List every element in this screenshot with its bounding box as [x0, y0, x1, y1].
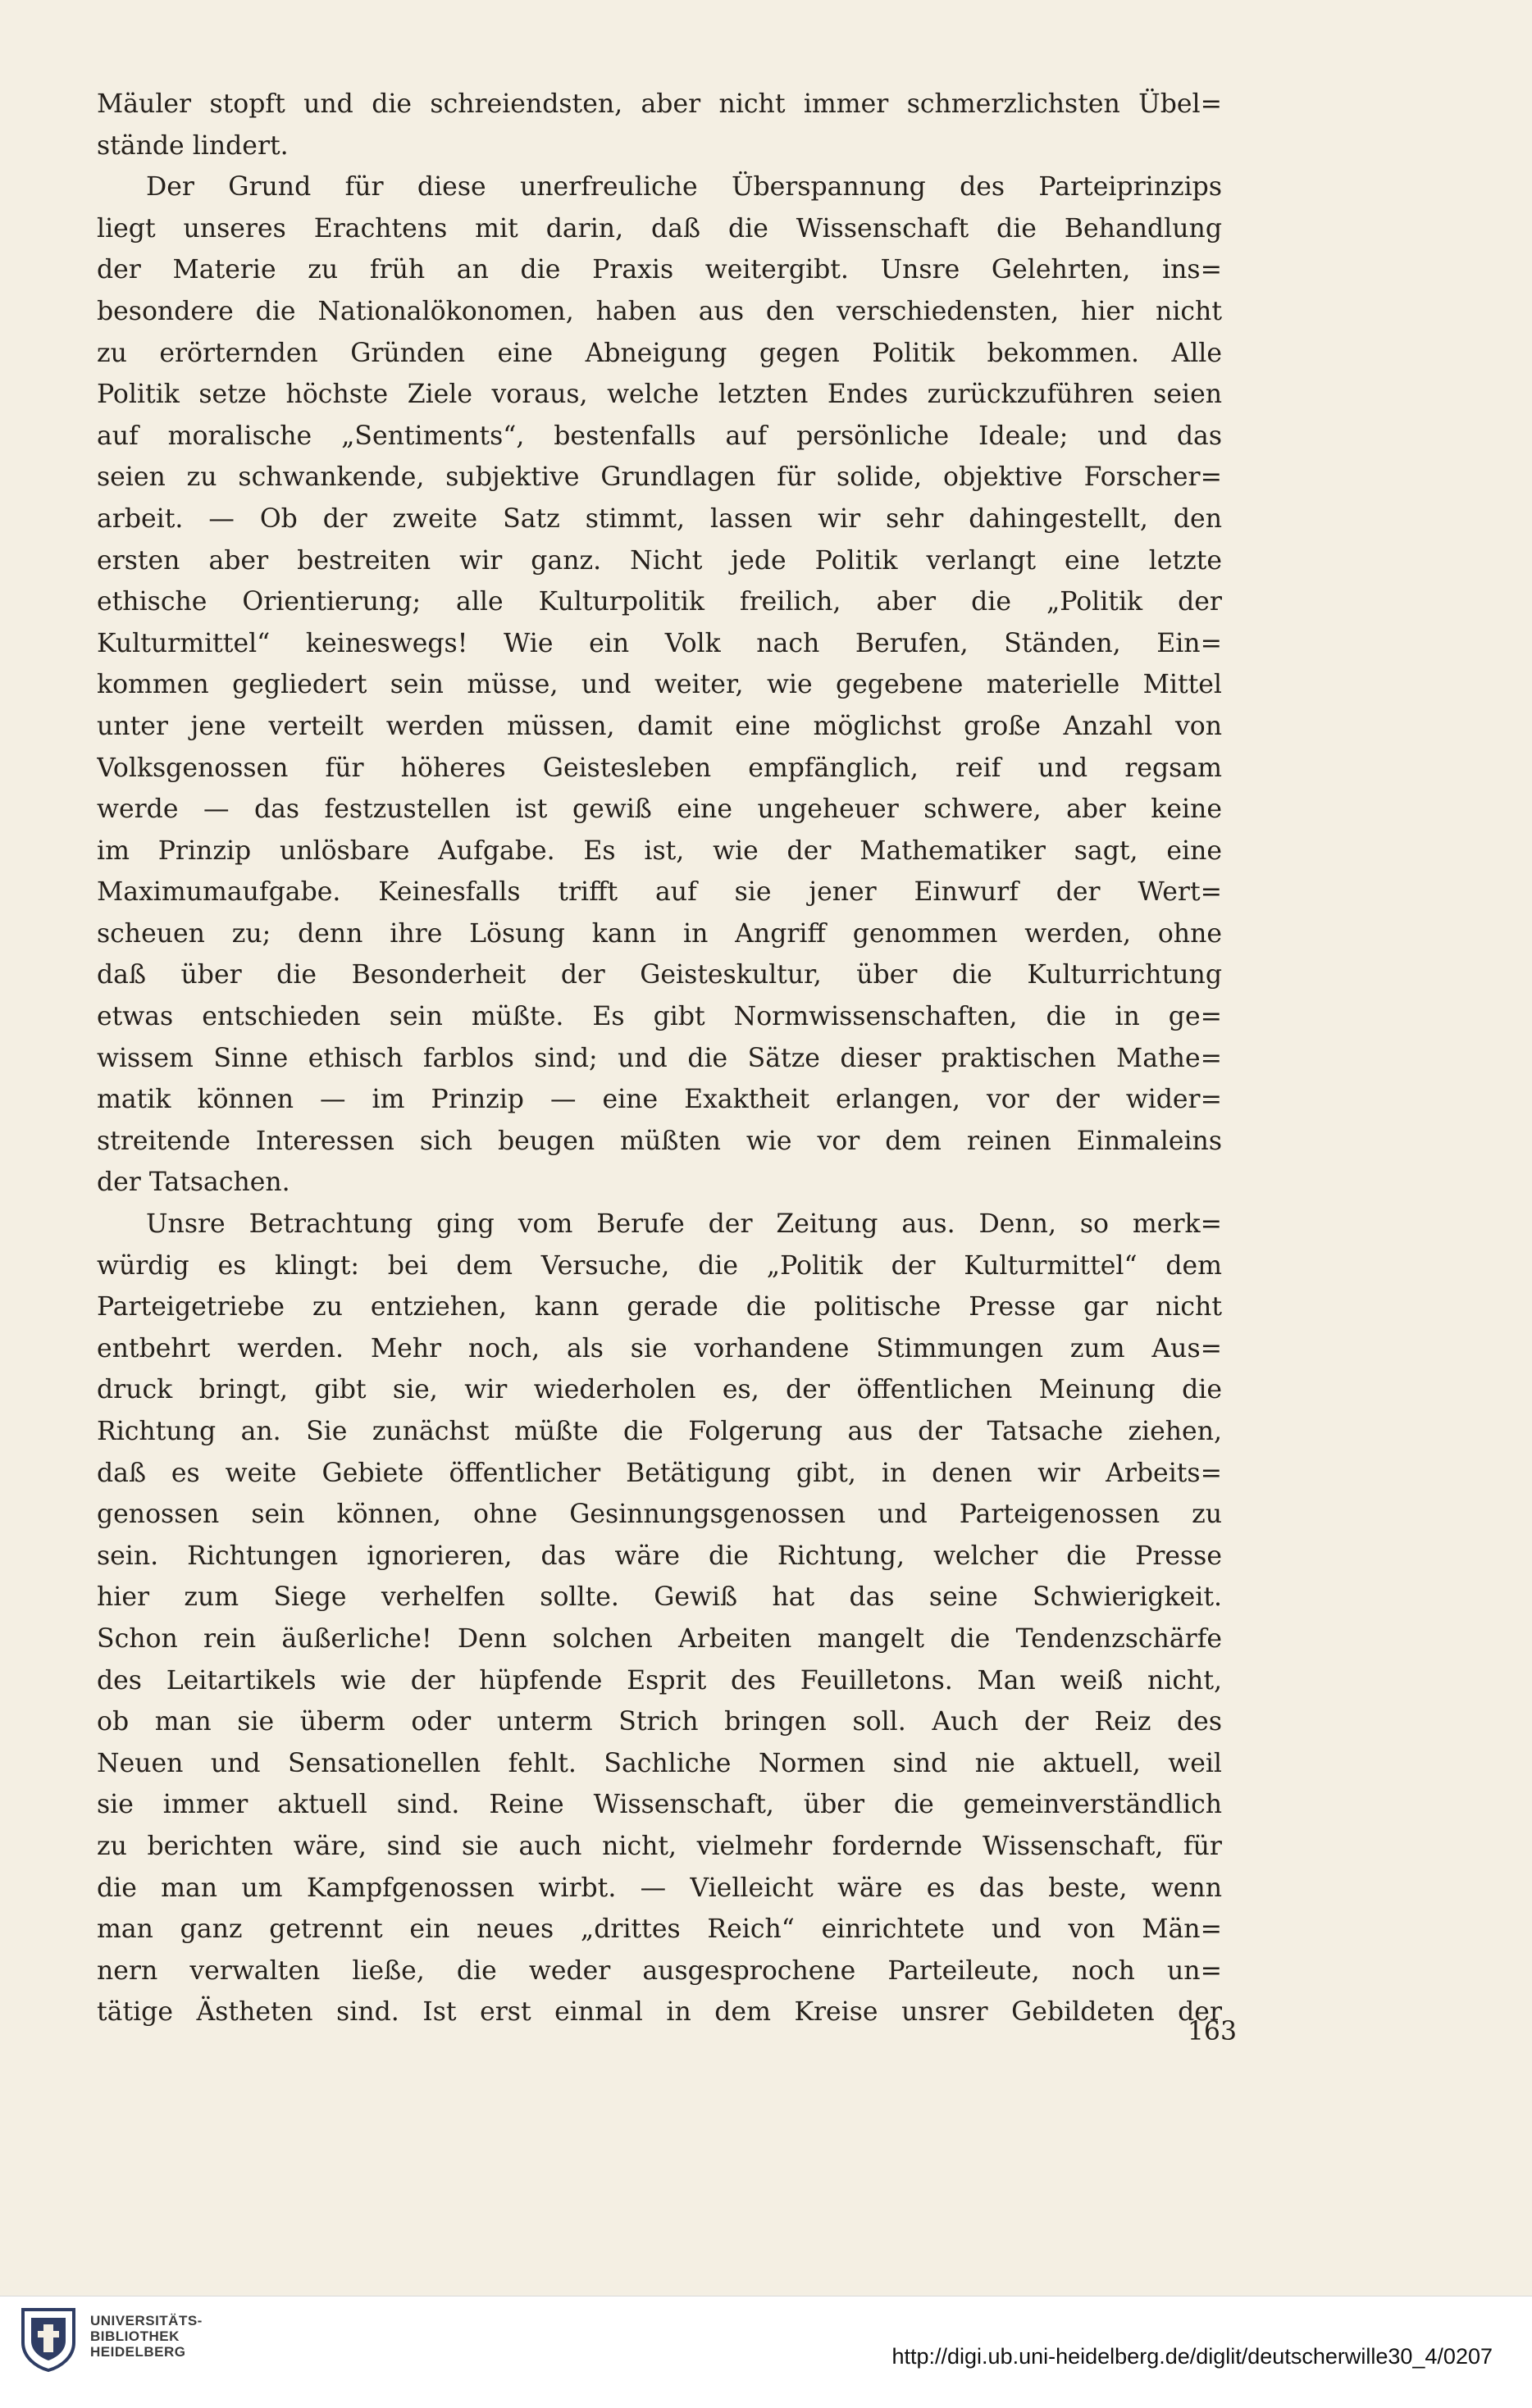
logo-line: HEIDELBERG	[90, 2344, 186, 2360]
text-line: Parteigetriebe zu entziehen, kann gerade die politische Presse gar nicht	[97, 1292, 1222, 1322]
text-line: man ganz getrennt ein neues „drittes Reich“ einrichtete und von Män=	[97, 1914, 1222, 1945]
text-line: wissem Sinne ethisch farblos sind; und die Sätze dieser praktischen Mathe=	[97, 1043, 1222, 1073]
text-line: Neuen und Sensationellen fehlt. Sachliche Normen sind nie aktuell, weil	[97, 1748, 1222, 1778]
text-line: der Tatsachen.	[97, 1168, 290, 1198]
paragraph	[97, 166, 1222, 1204]
text-line: zu berichten wäre, sind sie auch nicht, vielmehr fordernde Wissenschaft, für	[97, 1831, 1222, 1861]
text-line: Richtung an. Sie zunächst müßte die Folgerung aus der Tatsache ziehen,	[97, 1417, 1222, 1446]
text-line: ethische Orientierung; alle Kulturpolitik freilich, aber die „Politik der	[97, 587, 1222, 617]
text-line: würdig es klingt: bei dem Versuche, die „Politik der Kulturmittel“ dem	[97, 1250, 1222, 1281]
text-line: sein. Richtungen ignorieren, das wäre die Richtung, welcher die Presse	[97, 1541, 1222, 1571]
text-line: der Materie zu früh an die Praxis weitergibt. Unsre Gelehrten, ins=	[97, 255, 1222, 285]
viewer-footer	[0, 2296, 1532, 2408]
text-line: Volksgenossen für höheres Geistesleben empfänglich, reif und regsam	[97, 753, 1222, 783]
text-line: ersten aber bestreiten wir ganz. Nicht jede Politik verlangt eine letzte	[97, 545, 1222, 576]
page-number: 163	[1187, 2017, 1237, 2046]
text-line: Kulturmittel“ keineswegs! Wie ein Volk nach Berufen, Ständen, Ein=	[97, 628, 1222, 658]
text-line: druck bringt, gibt sie, wir wiederholen es, der öffentlichen Meinung die	[97, 1375, 1222, 1405]
text-line: arbeit. — Ob der zweite Satz stimmt, lassen wir sehr dahingestellt, den	[97, 503, 1222, 534]
text-line: etwas entschieden sein müßte. Es gibt Normwissenschaften, die in ge=	[97, 1002, 1222, 1032]
library-logo-text	[90, 2313, 203, 2360]
text-line: Unsre Betrachtung ging vom Berufe der Zeitung aus. Denn, so merk=	[146, 1209, 1222, 1240]
text-line: werde — das festzustellen ist gewiß eine ungeheuer schwere, aber keine	[97, 794, 1222, 825]
text-line: entbehrt werden. Mehr noch, als sie vorhandene Stimmungen zum Aus=	[97, 1333, 1222, 1363]
university-seal-icon	[18, 2306, 79, 2372]
text-line: tätige Ästheten sind. Ist erst einmal in dem Kreise unsrer Gebildeten der	[97, 1997, 1222, 2028]
text-line: stände lindert.	[97, 130, 289, 161]
text-line: Schon rein äußerliche! Denn solchen Arbeiten mangelt die Tendenzschärfe	[97, 1623, 1222, 1654]
text-line: nern verwalten ließe, die weder ausgesprochene Parteileute, noch un=	[97, 1955, 1222, 1986]
text-line: besondere die Nationalökonomen, haben aus den verschiedensten, hier nicht	[97, 296, 1222, 326]
text-line: ob man sie überm oder unterm Strich bringen soll. Auch der Reiz des	[97, 1707, 1222, 1737]
text-line: sie immer aktuell sind. Reine Wissenschaft, über die gemeinverständlich	[97, 1790, 1222, 1820]
text-line: liegt unseres Erachtens mit darin, daß die Wissenschaft die Behandlung	[97, 213, 1222, 244]
text-line: Politik setze höchste Ziele voraus, welche letzten Endes zurückzuführen seien	[97, 380, 1222, 410]
text-line: zu erörternden Gründen eine Abneigung gegen Politik bekommen. Alle	[97, 338, 1222, 368]
text-line: streitende Interessen sich beugen müßten wie vor dem reinen Einmaleins	[97, 1126, 1222, 1156]
text-line: Mäuler stopft und die schreiendsten, aber nicht immer schmerzlichsten Übel=	[97, 89, 1222, 119]
text-line: Maximumaufgabe. Keinesfalls trifft auf sie jener Einwurf der Wert=	[97, 877, 1222, 908]
text-line: genossen sein können, ohne Gesinnungsgenossen und Parteigenossen zu	[97, 1500, 1222, 1530]
text-line: scheuen zu; denn ihre Lösung kann in Angriff genommen werden, ohne	[97, 918, 1222, 949]
text-line: kommen gegliedert sein müsse, und weiter, wie gegebene materielle Mittel	[97, 670, 1222, 700]
text-line: die man um Kampfgenossen wirbt. — Vielleicht wäre es das beste, wenn	[97, 1873, 1222, 1903]
text-line: hier zum Siege verhelfen sollte. Gewiß hat das seine Schwierigkeit.	[97, 1582, 1222, 1613]
body-text	[97, 84, 1222, 2033]
source-url-link[interactable]: http://digi.ub.uni-heidelberg.de/diglit/deutscherwille30_4/0207	[891, 2344, 1493, 2369]
text-line: des Leitartikels wie der hüpfende Esprit des Feuilletons. Man weiß nicht,	[97, 1665, 1222, 1696]
text-line: matik können — im Prinzip — eine Exaktheit erlangen, vor der wider=	[97, 1085, 1222, 1115]
logo-line: UNIVERSITÄTS-	[90, 2313, 203, 2328]
text-line: daß über die Besonderheit der Geisteskultur, über die Kulturrichtung	[97, 960, 1222, 990]
text-line: auf moralische „Sentiments“, bestenfalls auf persönliche Ideale; und das	[97, 421, 1222, 451]
text-line: daß es weite Gebiete öffentlicher Betätigung gibt, in denen wir Arbeits=	[97, 1458, 1222, 1488]
logo-line: BIBLIOTHEK	[90, 2328, 180, 2344]
text-line: im Prinzip unlösbare Aufgabe. Es ist, wie der Mathematiker sagt, eine	[97, 835, 1222, 866]
text-line: unter jene verteilt werden müssen, damit eine möglichst große Anzahl von	[97, 711, 1222, 741]
paragraph	[97, 84, 1222, 166]
text-line: Der Grund für diese unerfreuliche Überspannung des Parteiprinzips	[146, 172, 1222, 203]
paragraph	[97, 1204, 1222, 2033]
text-line: seien zu schwankende, subjektive Grundlagen für solide, objektive Forscher=	[97, 462, 1222, 493]
